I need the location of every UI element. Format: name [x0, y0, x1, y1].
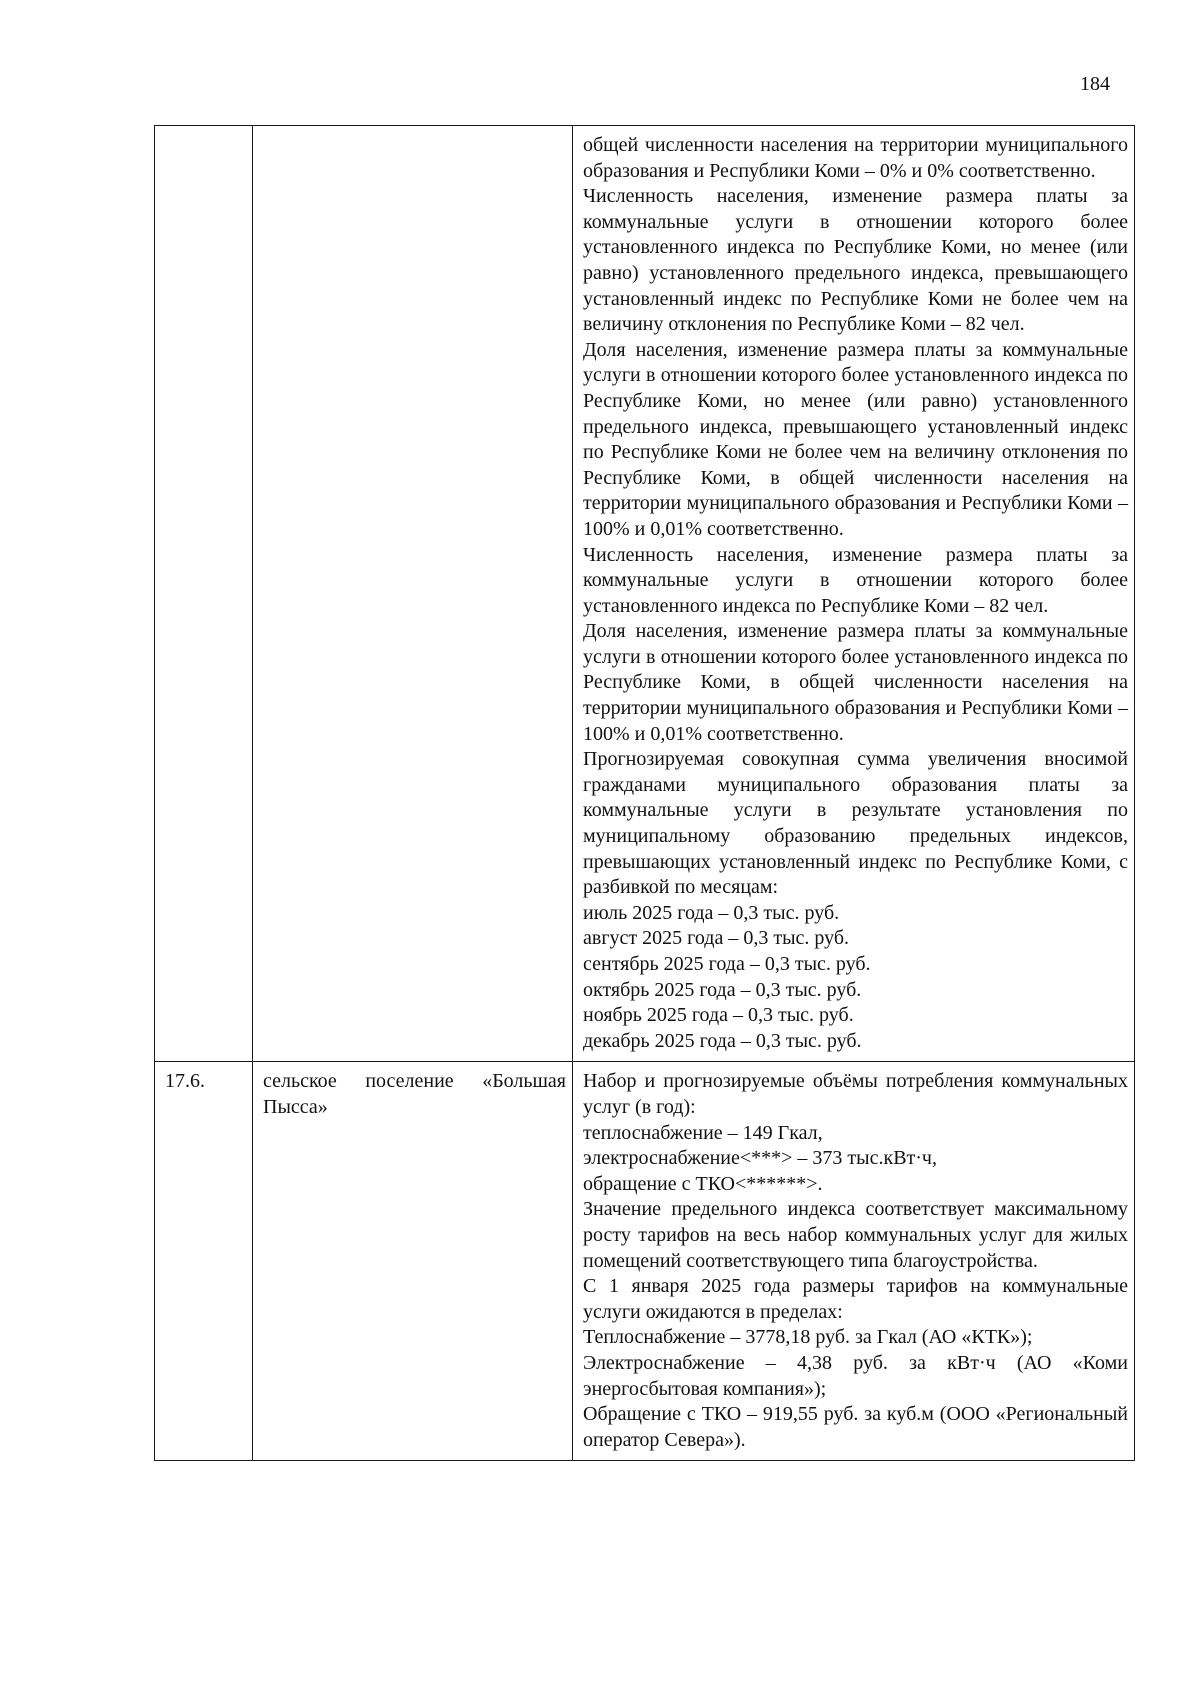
description-paragraph: Значение предельного индекса соответствует максимальному росту тарифов на весь набор коммунальных услуг для жилых помещений соответствующего типа благоустройства. [583, 1198, 1128, 1272]
description-paragraph: Доля населения, изменение размера платы за коммунальные услуги в отношении которого более установленного индекса по Республике Коми, в общей численности населения на территории муниципального образования и Республики Коми – 100% и 0,01% соответственно. [583, 620, 1128, 745]
description-paragraph: Набор и прогнозируемые объёмы потребления коммунальных услуг (в год): [583, 1070, 1128, 1118]
table-row [155, 126, 1135, 1062]
description-paragraph: Электроснабжение – 4,38 руб. за кВт·ч (АО «Коми энергосбытовая компания»); [583, 1351, 1128, 1400]
description-paragraph: декабрь 2025 года – 0,3 тыс. руб. [583, 1029, 862, 1052]
description-paragraph: С 1 января 2025 года размеры тарифов на коммунальные услуги ожидаются в пределах: [583, 1275, 1128, 1323]
table-body [155, 126, 1135, 1461]
description-cell [573, 126, 1135, 1062]
description-paragraph: обращение с ТКО<******>. [583, 1172, 823, 1195]
row-number-cell: 17.6. [155, 1062, 253, 1461]
description-paragraph: ноябрь 2025 года – 0,3 тыс. руб. [583, 1004, 854, 1027]
description-paragraph: июль 2025 года – 0,3 тыс. руб. [583, 901, 840, 924]
description-paragraph: Численность населения, изменение размера платы за коммунальные услуги в отношении которого более установленного индекса по Республике Коми – 82 чел. [583, 543, 1128, 617]
description-paragraph: сентябрь 2025 года – 0,3 тыс. руб. [583, 953, 871, 975]
description-cell [573, 1062, 1135, 1461]
description-paragraph: Обращение с ТКО – 919,55 руб. за куб.м (ООО «Региональный оператор Севера»). [583, 1403, 1128, 1451]
document-table [154, 125, 1135, 1461]
description-paragraph: Численность населения, изменение размера платы за коммунальные услуги в отношении которого более установленного индекса по Республике Коми, но менее (или равно) установленного предельного индекса, превышающего установленный индекс по Республике Коми не более чем на величину отклонения по Республике Коми – 82 чел. [583, 185, 1128, 336]
municipality-name-cell [253, 126, 573, 1062]
description-paragraph: теплоснабжение – 149 Гкал, [583, 1121, 823, 1144]
row-number-cell [155, 126, 253, 1062]
description-paragraph: Прогнозируемая совокупная сумма увеличения вносимой гражданами муниципального образования платы за коммунальные услуги в результате установления по муниципальному образованию предельных индексов, превышающих установленный индекс по Республике Коми, с разбивкой по месяцам: [583, 748, 1128, 899]
description-paragraph: общей численности населения на территории муниципального образования и Республики Коми – 0% и 0% соответственно. [583, 134, 1128, 182]
description-paragraph: октябрь 2025 года – 0,3 тыс. руб. [583, 978, 862, 1001]
municipality-name-cell: сельское поселение «Большая Пысса» [253, 1062, 573, 1461]
description-paragraph: Доля населения, изменение размера платы за коммунальные услуги в отношении которого более установленного индекса по Республике Коми, но менее (или равно) установленного предельного индекса, превышающего установленный индекс по Республике Коми не более чем на величину отклонения по Республике Коми, в общей численности населения на территории муниципального образования и Республики Коми – 100% и 0,01% соответственно. [583, 338, 1128, 540]
description-paragraph: Теплоснабжение – 3778,18 руб. за Гкал (АО «КТК»); [583, 1326, 1033, 1349]
table-row [155, 1062, 1135, 1461]
description-paragraph: электроснабжение<***> – 373 тыс.кВт·ч, [583, 1147, 937, 1170]
description-paragraph: август 2025 года – 0,3 тыс. руб. [583, 927, 850, 950]
page-number: 184 [1080, 73, 1110, 95]
